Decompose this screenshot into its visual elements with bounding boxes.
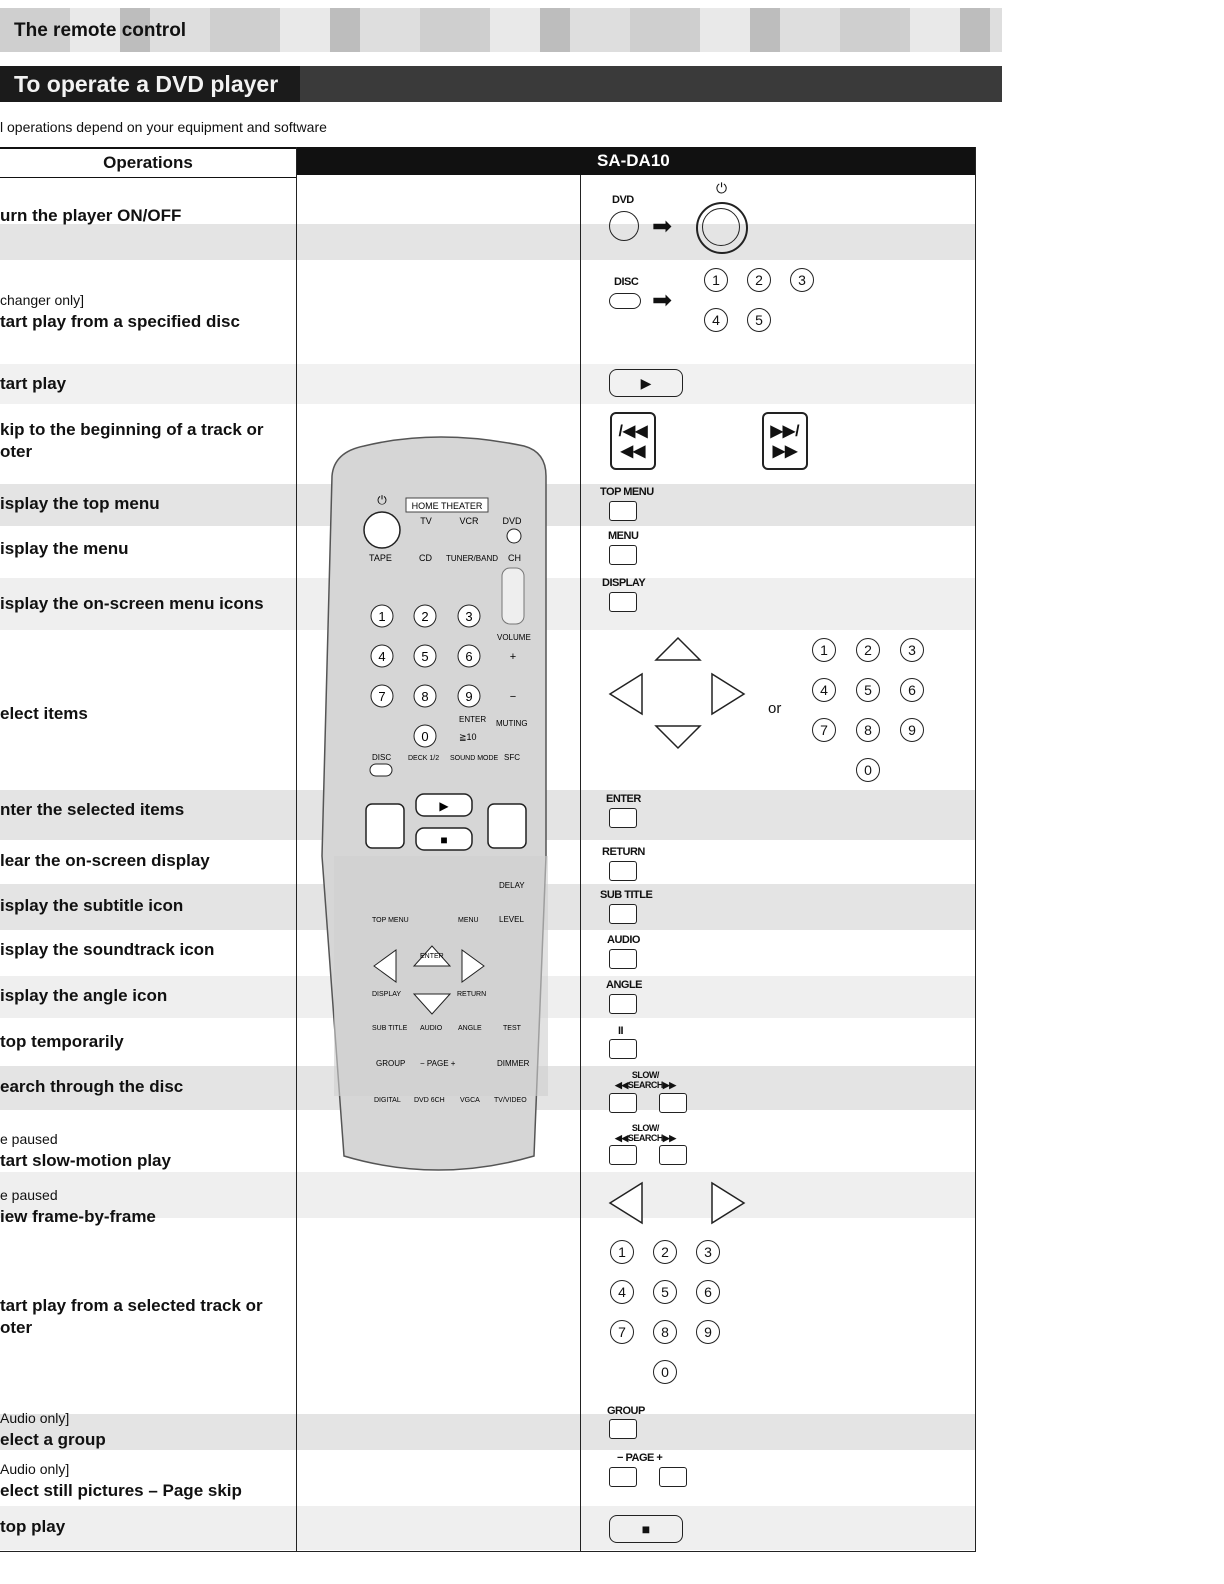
operation-item: changer only] tart play from a specified disc — [0, 292, 240, 331]
dvd-button[interactable] — [609, 211, 639, 241]
slow-search-label: SLOW/ ◀◀SEARCH▶▶ — [615, 1070, 676, 1090]
power-icon: ⏻ — [716, 180, 728, 196]
svg-text:▶: ▶ — [439, 799, 449, 813]
arrow-right-icon: ➡ — [652, 287, 673, 314]
play-button[interactable]: ▶ — [609, 369, 683, 397]
number-6[interactable]: 6 — [900, 678, 924, 702]
track-number-0[interactable]: 0 — [653, 1360, 677, 1384]
subtitle-label: SUB TITLE — [600, 889, 653, 901]
page-label: − PAGE + — [617, 1452, 663, 1464]
page-minus-button[interactable] — [609, 1467, 637, 1487]
operation-item: tart play — [0, 374, 67, 393]
svg-text:■: ■ — [440, 833, 448, 847]
svg-text:CH: CH — [508, 553, 521, 563]
track-number-1[interactable]: 1 — [610, 1240, 634, 1264]
operation-item: tart play from a selected track or oter — [0, 1296, 263, 1337]
slow-search-forward-button[interactable] — [659, 1093, 687, 1113]
slow-search-label: SLOW/ ◀◀SEARCH▶▶ — [615, 1123, 676, 1143]
frame-step-buttons[interactable] — [608, 1180, 748, 1226]
svg-text:DISC: DISC — [372, 753, 392, 762]
note-text: l operations depend on your equipment and software — [0, 119, 327, 135]
operation-item: e paused iew frame-by-frame — [0, 1187, 156, 1226]
track-number-9[interactable]: 9 — [696, 1320, 720, 1344]
disc-number-1[interactable]: 1 — [704, 268, 728, 292]
number-3[interactable]: 3 — [900, 638, 924, 662]
shade-band — [0, 224, 976, 260]
enter-button[interactable] — [609, 808, 637, 828]
remote-control-illustration — [314, 436, 562, 1176]
arrow-right-icon: ➡ — [652, 213, 673, 240]
disc-number-4[interactable]: 4 — [704, 308, 728, 332]
angle-button[interactable] — [609, 994, 637, 1014]
track-number-7[interactable]: 7 — [610, 1320, 634, 1344]
svg-text:SFC: SFC — [504, 753, 520, 762]
slow-back-button[interactable] — [609, 1145, 637, 1165]
svg-text:7: 7 — [378, 689, 386, 704]
operations-column-header: Operations — [0, 147, 296, 178]
number-8[interactable]: 8 — [856, 718, 880, 742]
column-divider — [296, 147, 297, 1551]
section-title: The remote control — [14, 20, 187, 41]
operation-item: nter the selected items — [0, 800, 185, 819]
disc-button[interactable] — [609, 293, 641, 309]
svg-text:LEVEL: LEVEL — [499, 915, 524, 924]
svg-text:2: 2 — [421, 609, 429, 624]
svg-text:SOUND MODE: SOUND MODE — [450, 755, 499, 762]
pause-button[interactable] — [609, 1039, 637, 1059]
track-number-5[interactable]: 5 — [653, 1280, 677, 1304]
operation-item: isplay the subtitle icon — [0, 896, 184, 915]
svg-text:ANGLE: ANGLE — [458, 1025, 482, 1032]
number-2[interactable]: 2 — [856, 638, 880, 662]
column-divider — [975, 147, 976, 1551]
operation-item: top temporarily — [0, 1032, 124, 1051]
top-menu-button[interactable] — [609, 501, 637, 521]
menu-label: MENU — [608, 530, 639, 542]
svg-text:VOLUME: VOLUME — [497, 633, 531, 642]
svg-text:GROUP: GROUP — [376, 1059, 406, 1068]
svg-text:DELAY: DELAY — [499, 881, 525, 890]
operation-item: lear the on-screen display — [0, 851, 210, 870]
svg-text:DIGITAL: DIGITAL — [374, 1097, 401, 1104]
svg-text:−: − — [509, 691, 517, 703]
svg-text:MENU: MENU — [458, 917, 479, 924]
svg-text:TV: TV — [420, 516, 432, 526]
svg-text:DECK 1/2: DECK 1/2 — [408, 755, 440, 762]
svg-text:TOP MENU: TOP MENU — [372, 917, 409, 924]
slow-search-back-button[interactable] — [609, 1093, 637, 1113]
svg-text:AUDIO: AUDIO — [420, 1025, 443, 1032]
or-text: or — [768, 700, 782, 717]
number-0[interactable]: 0 — [856, 758, 880, 782]
disc-label: DISC — [614, 276, 639, 288]
svg-text:− PAGE +: − PAGE + — [420, 1059, 456, 1068]
operation-item: isplay the soundtrack icon — [0, 940, 215, 959]
operation-item: urn the player ON/OFF — [0, 206, 182, 225]
subtitle-button[interactable] — [609, 904, 637, 924]
svg-text:HOME THEATER: HOME THEATER — [411, 501, 483, 511]
operation-item: isplay the on-screen menu icons — [0, 594, 264, 613]
number-1[interactable]: 1 — [812, 638, 836, 662]
dvd-label: DVD — [612, 194, 634, 206]
disc-number-5[interactable]: 5 — [747, 308, 771, 332]
pause-label: II — [618, 1025, 624, 1037]
svg-text:≧10: ≧10 — [459, 732, 477, 742]
skip-forward-button[interactable]: ▶▶/ ▶▶ — [762, 412, 808, 470]
shade-band — [0, 1506, 976, 1550]
svg-text:ENTER: ENTER — [459, 715, 487, 724]
audio-button[interactable] — [609, 949, 637, 969]
number-4[interactable]: 4 — [812, 678, 836, 702]
page-title: To operate a DVD player — [14, 71, 279, 97]
operation-item: Audio only] elect a group — [0, 1410, 106, 1449]
svg-text:9: 9 — [465, 689, 473, 704]
return-button[interactable] — [609, 861, 637, 881]
svg-text:DVD: DVD — [502, 516, 522, 526]
svg-text:TAPE: TAPE — [369, 553, 392, 563]
cursor-buttons[interactable] — [608, 636, 748, 752]
column-divider — [580, 175, 581, 1551]
model-name: SA-DA10 — [597, 151, 670, 170]
menu-button[interactable] — [609, 545, 637, 565]
display-button[interactable] — [609, 592, 637, 612]
svg-text:TV/VIDEO: TV/VIDEO — [494, 1097, 527, 1104]
svg-text:TUNER/BAND: TUNER/BAND — [446, 554, 499, 563]
svg-text:6: 6 — [465, 649, 473, 664]
audio-label: AUDIO — [607, 934, 640, 946]
svg-text:8: 8 — [421, 689, 429, 704]
operation-item: top play — [0, 1517, 66, 1536]
svg-text:SUB TITLE: SUB TITLE — [372, 1025, 408, 1032]
return-label: RETURN — [602, 846, 645, 858]
operation-item: e paused tart slow-motion play — [0, 1131, 171, 1170]
operation-item: isplay the top menu — [0, 494, 160, 513]
operation-item: isplay the menu — [0, 539, 129, 558]
track-number-8[interactable]: 8 — [653, 1320, 677, 1344]
svg-text:0: 0 — [421, 729, 429, 744]
track-number-2[interactable]: 2 — [653, 1240, 677, 1264]
svg-text:TEST: TEST — [503, 1025, 521, 1032]
shade-band — [0, 1414, 976, 1450]
disc-number-2[interactable]: 2 — [747, 268, 771, 292]
number-5[interactable]: 5 — [856, 678, 880, 702]
svg-text:VCR: VCR — [459, 516, 479, 526]
svg-text:CD: CD — [419, 553, 432, 563]
disc-number-3[interactable]: 3 — [790, 268, 814, 292]
number-9[interactable]: 9 — [900, 718, 924, 742]
svg-text:4: 4 — [378, 649, 386, 664]
svg-text:RETURN: RETURN — [457, 991, 487, 998]
shade-band — [0, 364, 976, 404]
svg-text:+: + — [509, 651, 517, 663]
number-7[interactable]: 7 — [812, 718, 836, 742]
group-button[interactable] — [609, 1419, 637, 1439]
operation-item: Audio only] elect still pictures – Page skip — [0, 1461, 242, 1500]
svg-text:MUTING: MUTING — [496, 719, 528, 728]
top-menu-label: TOP MENU — [600, 486, 654, 498]
track-number-3[interactable]: 3 — [696, 1240, 720, 1264]
track-number-6[interactable]: 6 — [696, 1280, 720, 1304]
skip-back-button[interactable]: /◀◀ ◀◀ — [610, 412, 656, 470]
power-button[interactable] — [696, 202, 748, 254]
svg-text:DVD 6CH: DVD 6CH — [414, 1097, 445, 1104]
track-number-4[interactable]: 4 — [610, 1280, 634, 1304]
slow-forward-button[interactable] — [659, 1145, 687, 1165]
page-header — [0, 66, 1002, 102]
svg-text:ENTER: ENTER — [420, 953, 444, 960]
svg-text:3: 3 — [465, 609, 473, 624]
group-label: GROUP — [607, 1405, 645, 1417]
svg-text:DIMMER: DIMMER — [497, 1059, 530, 1068]
operation-item: elect items — [0, 704, 88, 723]
svg-text:5: 5 — [421, 649, 429, 664]
angle-label: ANGLE — [606, 979, 642, 991]
svg-text:VGCA: VGCA — [460, 1097, 480, 1104]
remote-power-icon: ⏻ — [377, 493, 387, 507]
operation-item: kip to the beginning of a track or oter — [0, 420, 264, 461]
svg-text:1: 1 — [378, 609, 386, 624]
operation-item: earch through the disc — [0, 1077, 184, 1096]
operation-item: isplay the angle icon — [0, 986, 168, 1005]
stop-button[interactable]: ■ — [609, 1515, 683, 1543]
display-label: DISPLAY — [602, 577, 646, 589]
section-header — [0, 8, 1002, 52]
model-column-header — [297, 147, 975, 175]
enter-label: ENTER — [606, 793, 641, 805]
svg-text:DISPLAY: DISPLAY — [372, 991, 402, 998]
page-plus-button[interactable] — [659, 1467, 687, 1487]
table-bottom-line — [0, 1551, 976, 1552]
